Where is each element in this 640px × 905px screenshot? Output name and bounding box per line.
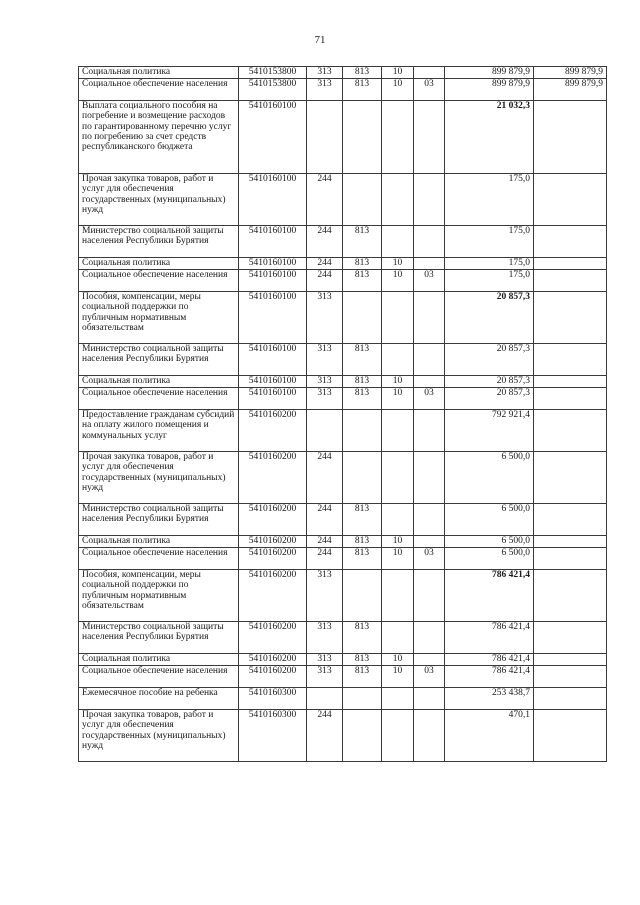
row-code-cell: 5410160100 xyxy=(239,376,307,388)
row-name-cell: Министерство социальной защиты населения Республики Бурятия xyxy=(79,344,239,376)
row-amount-cell: 6 500,0 xyxy=(445,452,534,504)
row-grbs-cell xyxy=(343,710,382,762)
row-pr-cell xyxy=(414,67,445,79)
table-row xyxy=(79,666,607,688)
row-name-cell: Министерство социальной защиты населения Республики Бурятия xyxy=(79,622,239,654)
table-row xyxy=(79,79,607,101)
row-name-cell: Пособия, компенсации, меры социальной поддержки по публичным нормативным обязательствам xyxy=(79,570,239,622)
row-vr-cell: 244 xyxy=(307,270,343,292)
table-row xyxy=(79,622,607,654)
row-rz-cell xyxy=(382,344,414,376)
row-name-cell: Пособия, компенсации, меры социальной поддержки по публичным нормативным обязательствам xyxy=(79,292,239,344)
table-row xyxy=(79,388,607,410)
table-row xyxy=(79,548,607,570)
row-grbs-cell xyxy=(343,174,382,226)
table-row xyxy=(79,174,607,226)
row-amount2-cell xyxy=(534,622,607,654)
row-rz-cell xyxy=(382,570,414,622)
row-amount2-cell xyxy=(534,666,607,688)
row-rz-cell xyxy=(382,452,414,504)
table-row xyxy=(79,226,607,258)
table-row xyxy=(79,710,607,762)
row-amount2-cell xyxy=(534,101,607,174)
row-amount2-cell xyxy=(534,388,607,410)
row-pr-cell xyxy=(414,536,445,548)
row-name-cell: Социальное обеспечение населения xyxy=(79,270,239,292)
row-vr-cell: 244 xyxy=(307,536,343,548)
row-vr-cell: 313 xyxy=(307,654,343,666)
row-pr-cell xyxy=(414,688,445,710)
row-grbs-cell: 813 xyxy=(343,654,382,666)
row-amount-cell: 175,0 xyxy=(445,270,534,292)
row-amount-cell: 899 879,9 xyxy=(445,79,534,101)
row-amount2-cell xyxy=(534,688,607,710)
row-vr-cell: 244 xyxy=(307,504,343,536)
table-row xyxy=(79,376,607,388)
row-rz-cell xyxy=(382,710,414,762)
row-rz-cell xyxy=(382,174,414,226)
row-vr-cell: 244 xyxy=(307,710,343,762)
page-number: 71 xyxy=(314,34,326,46)
row-amount2-cell xyxy=(534,548,607,570)
table-row xyxy=(79,504,607,536)
row-grbs-cell: 813 xyxy=(343,344,382,376)
table-row xyxy=(79,536,607,548)
table-row xyxy=(79,258,607,270)
row-pr-cell xyxy=(414,292,445,344)
row-grbs-cell: 813 xyxy=(343,67,382,79)
row-code-cell: 5410153800 xyxy=(239,67,307,79)
row-pr-cell: 03 xyxy=(414,548,445,570)
row-name-cell: Социальное обеспечение населения xyxy=(79,548,239,570)
row-code-cell: 5410160200 xyxy=(239,654,307,666)
row-amount2-cell xyxy=(534,258,607,270)
row-rz-cell: 10 xyxy=(382,548,414,570)
row-rz-cell xyxy=(382,101,414,174)
row-rz-cell xyxy=(382,410,414,452)
row-grbs-cell: 813 xyxy=(343,270,382,292)
row-code-cell: 5410160200 xyxy=(239,570,307,622)
row-name-cell: Социальная политика xyxy=(79,536,239,548)
row-name-cell: Предоставление гражданам субсидий на оплату жилого помещения и коммунальных услуг xyxy=(79,410,239,452)
row-code-cell: 5410160100 xyxy=(239,258,307,270)
row-rz-cell: 10 xyxy=(382,67,414,79)
row-grbs-cell: 813 xyxy=(343,226,382,258)
table-row xyxy=(79,344,607,376)
row-amount2-cell xyxy=(534,570,607,622)
row-amount2-cell xyxy=(534,654,607,666)
row-code-cell: 5410160100 xyxy=(239,388,307,410)
row-pr-cell xyxy=(414,710,445,762)
row-amount2-cell: 899 879,9 xyxy=(534,79,607,101)
row-amount2-cell xyxy=(534,536,607,548)
table-row xyxy=(79,570,607,622)
row-amount2-cell xyxy=(534,270,607,292)
row-pr-cell xyxy=(414,410,445,452)
row-code-cell: 5410153800 xyxy=(239,79,307,101)
row-code-cell: 5410160100 xyxy=(239,174,307,226)
row-pr-cell xyxy=(414,258,445,270)
row-amount-cell: 6 500,0 xyxy=(445,536,534,548)
row-rz-cell: 10 xyxy=(382,270,414,292)
row-amount-cell: 899 879,9 xyxy=(445,67,534,79)
row-amount-cell: 6 500,0 xyxy=(445,504,534,536)
row-amount2-cell: 899 879,9 xyxy=(534,67,607,79)
row-amount2-cell xyxy=(534,410,607,452)
row-grbs-cell xyxy=(343,410,382,452)
table-row xyxy=(79,654,607,666)
row-name-cell: Выплата социального пособия на погребение и возмещение расходов по гарантированному перечню услуг по погребению за счет средств республиканского бюджета xyxy=(79,101,239,174)
row-pr-cell xyxy=(414,174,445,226)
row-code-cell: 5410160300 xyxy=(239,688,307,710)
row-amount2-cell xyxy=(534,292,607,344)
row-amount2-cell xyxy=(534,452,607,504)
row-vr-cell: 313 xyxy=(307,67,343,79)
row-rz-cell: 10 xyxy=(382,258,414,270)
row-pr-cell: 03 xyxy=(414,270,445,292)
row-amount2-cell xyxy=(534,174,607,226)
row-code-cell: 5410160100 xyxy=(239,292,307,344)
row-pr-cell xyxy=(414,570,445,622)
row-amount2-cell xyxy=(534,710,607,762)
row-grbs-cell: 813 xyxy=(343,376,382,388)
row-grbs-cell: 813 xyxy=(343,388,382,410)
row-amount-cell: 786 421,4 xyxy=(445,570,534,622)
row-rz-cell: 10 xyxy=(382,388,414,410)
row-rz-cell xyxy=(382,226,414,258)
row-code-cell: 5410160200 xyxy=(239,622,307,654)
row-amount-cell: 175,0 xyxy=(445,258,534,270)
row-grbs-cell xyxy=(343,570,382,622)
row-amount2-cell xyxy=(534,344,607,376)
row-code-cell: 5410160200 xyxy=(239,504,307,536)
row-grbs-cell xyxy=(343,292,382,344)
row-code-cell: 5410160100 xyxy=(239,101,307,174)
row-rz-cell xyxy=(382,292,414,344)
row-vr-cell: 313 xyxy=(307,376,343,388)
row-amount-cell: 792 921,4 xyxy=(445,410,534,452)
table-row xyxy=(79,452,607,504)
row-vr-cell: 244 xyxy=(307,258,343,270)
row-name-cell: Министерство социальной защиты населения Республики Бурятия xyxy=(79,226,239,258)
row-pr-cell xyxy=(414,654,445,666)
row-rz-cell: 10 xyxy=(382,666,414,688)
row-rz-cell: 10 xyxy=(382,376,414,388)
row-amount2-cell xyxy=(534,376,607,388)
row-vr-cell xyxy=(307,410,343,452)
row-amount-cell: 20 857,3 xyxy=(445,388,534,410)
row-name-cell: Социальная политика xyxy=(79,654,239,666)
row-pr-cell xyxy=(414,504,445,536)
row-vr-cell: 313 xyxy=(307,388,343,410)
row-code-cell: 5410160300 xyxy=(239,710,307,762)
table-row xyxy=(79,410,607,452)
row-vr-cell: 313 xyxy=(307,570,343,622)
row-grbs-cell xyxy=(343,688,382,710)
row-name-cell: Министерство социальной защиты населения Республики Бурятия xyxy=(79,504,239,536)
budget-table xyxy=(78,66,607,762)
row-grbs-cell xyxy=(343,101,382,174)
row-vr-cell: 313 xyxy=(307,292,343,344)
row-code-cell: 5410160200 xyxy=(239,536,307,548)
row-amount-cell: 175,0 xyxy=(445,174,534,226)
row-grbs-cell: 813 xyxy=(343,622,382,654)
row-rz-cell: 10 xyxy=(382,654,414,666)
row-grbs-cell: 813 xyxy=(343,79,382,101)
row-code-cell: 5410160100 xyxy=(239,270,307,292)
row-pr-cell: 03 xyxy=(414,388,445,410)
row-amount2-cell xyxy=(534,504,607,536)
row-name-cell: Ежемесячное пособие на ребенка xyxy=(79,688,239,710)
row-grbs-cell: 813 xyxy=(343,258,382,270)
row-amount-cell: 20 857,3 xyxy=(445,344,534,376)
row-vr-cell: 244 xyxy=(307,548,343,570)
table-row xyxy=(79,270,607,292)
row-pr-cell xyxy=(414,101,445,174)
row-amount2-cell xyxy=(534,226,607,258)
row-name-cell: Социальное обеспечение населения xyxy=(79,79,239,101)
row-name-cell: Прочая закупка товаров, работ и услуг для обеспечения государственных (муниципальных) нужд xyxy=(79,174,239,226)
row-pr-cell xyxy=(414,226,445,258)
row-vr-cell: 313 xyxy=(307,344,343,376)
row-code-cell: 5410160200 xyxy=(239,548,307,570)
row-vr-cell: 244 xyxy=(307,174,343,226)
row-pr-cell xyxy=(414,452,445,504)
row-pr-cell: 03 xyxy=(414,79,445,101)
row-code-cell: 5410160200 xyxy=(239,410,307,452)
row-name-cell: Социальная политика xyxy=(79,67,239,79)
row-grbs-cell: 813 xyxy=(343,666,382,688)
row-amount-cell: 786 421,4 xyxy=(445,654,534,666)
row-vr-cell: 313 xyxy=(307,79,343,101)
table-row xyxy=(79,292,607,344)
table-row xyxy=(79,67,607,79)
row-name-cell: Социальное обеспечение населения xyxy=(79,666,239,688)
row-rz-cell: 10 xyxy=(382,536,414,548)
row-amount-cell: 175,0 xyxy=(445,226,534,258)
row-vr-cell xyxy=(307,101,343,174)
row-amount-cell: 20 857,3 xyxy=(445,376,534,388)
row-amount-cell: 21 032,3 xyxy=(445,101,534,174)
row-amount-cell: 6 500,0 xyxy=(445,548,534,570)
row-pr-cell xyxy=(414,344,445,376)
row-name-cell: Социальное обеспечение населения xyxy=(79,388,239,410)
row-pr-cell: 03 xyxy=(414,666,445,688)
row-amount-cell: 786 421,4 xyxy=(445,666,534,688)
row-name-cell: Прочая закупка товаров, работ и услуг для обеспечения государственных (муниципальных) нужд xyxy=(79,710,239,762)
row-code-cell: 5410160100 xyxy=(239,226,307,258)
row-grbs-cell: 813 xyxy=(343,504,382,536)
row-rz-cell: 10 xyxy=(382,79,414,101)
table-row xyxy=(79,688,607,710)
row-name-cell: Социальная политика xyxy=(79,376,239,388)
row-grbs-cell xyxy=(343,452,382,504)
row-code-cell: 5410160100 xyxy=(239,344,307,376)
row-code-cell: 5410160200 xyxy=(239,452,307,504)
table-row xyxy=(79,101,607,174)
row-amount-cell: 786 421,4 xyxy=(445,622,534,654)
row-code-cell: 5410160200 xyxy=(239,666,307,688)
row-amount-cell: 253 438,7 xyxy=(445,688,534,710)
row-vr-cell xyxy=(307,688,343,710)
row-vr-cell: 244 xyxy=(307,226,343,258)
row-rz-cell xyxy=(382,688,414,710)
row-amount-cell: 470,1 xyxy=(445,710,534,762)
row-grbs-cell: 813 xyxy=(343,536,382,548)
row-name-cell: Прочая закупка товаров, работ и услуг для обеспечения государственных (муниципальных) нужд xyxy=(79,452,239,504)
row-amount-cell: 20 857,3 xyxy=(445,292,534,344)
row-pr-cell xyxy=(414,376,445,388)
row-name-cell: Социальная политика xyxy=(79,258,239,270)
row-pr-cell xyxy=(414,622,445,654)
row-grbs-cell: 813 xyxy=(343,548,382,570)
row-vr-cell: 313 xyxy=(307,666,343,688)
row-vr-cell: 313 xyxy=(307,622,343,654)
row-rz-cell xyxy=(382,504,414,536)
row-rz-cell xyxy=(382,622,414,654)
row-vr-cell: 244 xyxy=(307,452,343,504)
